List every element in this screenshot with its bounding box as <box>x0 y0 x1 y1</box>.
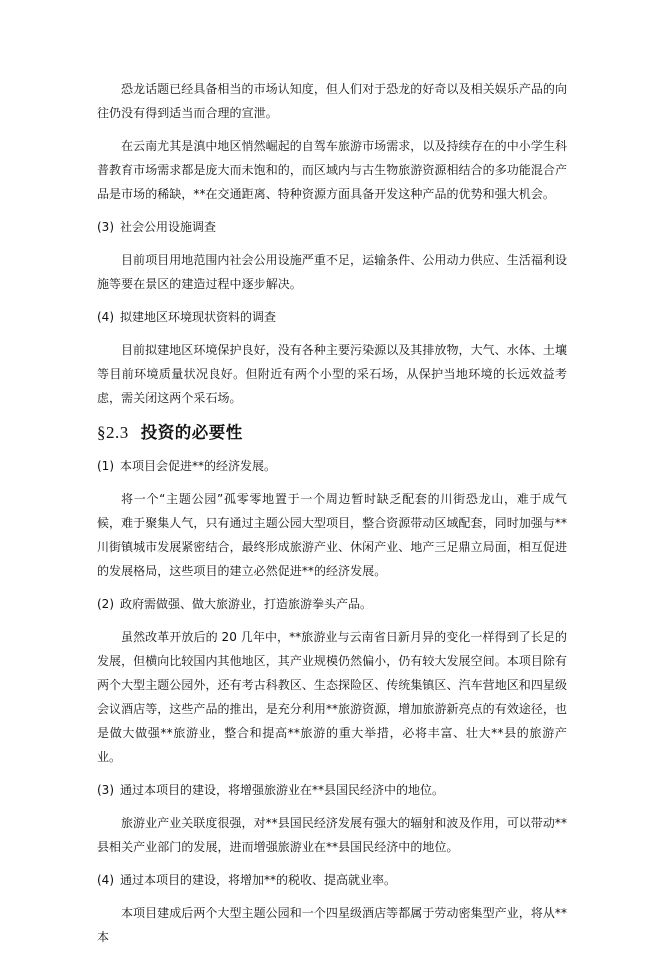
document-body <box>97 77 567 958</box>
list-item-number: (3) <box>97 220 114 234</box>
list-item <box>97 305 567 329</box>
list-item <box>97 592 567 616</box>
list-item-text: 通过本项目的建设，将增加**的税收、提高就业率。 <box>120 873 397 887</box>
list-item <box>97 778 567 802</box>
paragraph: 将一个“主题公园”孤零零地置于一个周边暂时缺乏配套的川街恐龙山，难于成气候，难于聚集人气，只有通过主题公园大型项目，整合资源带动区域配套，同时加强与**川街镇城市发展紧密结合，最终形成旅游产业、休闲产业、地产三足鼎立局面，相互促进的发展格局，这些项目的建立必然促进**的经济发展。 <box>97 492 568 578</box>
list-item-number: (3) <box>97 783 114 797</box>
paragraph: 恐龙话题已经具备相当的市场认知度，但人们对于恐龙的好奇以及相关娱乐产品的向往仍没有得到适当而合理的宣泄。 <box>97 82 567 120</box>
list-item-number: (4) <box>97 873 114 887</box>
list-item-text: 本项目会促进**的经济发展。 <box>120 459 277 473</box>
list-item <box>97 215 567 239</box>
list-item-text: 拟建地区环境现状资料的调查 <box>120 310 277 324</box>
list-item-text: 通过本项目的建设，将增强旅游业在**县国民经济中的地位。 <box>120 783 445 797</box>
list-item-number: (4) <box>97 310 114 324</box>
paragraph: 在云南尤其是滇中地区悄然崛起的自驾车旅游市场需求，以及持续存在的中小学生科普教育市场需求都是庞大而未饱和的，而区域内与古生物旅游资源相结合的多功能混合产品是市场的稀缺，**在交通距离、特种资源方面具备开发这种产品的优势和强大机会。 <box>97 139 567 201</box>
list-item-text: 社会公用设施调查 <box>120 220 217 234</box>
list-item <box>97 454 567 478</box>
section-heading <box>97 419 567 447</box>
section-number: §2.3 <box>97 423 129 442</box>
paragraph: 目前拟建地区环境保护良好，没有各种主要污染源以及其排放物，大气、水体、土壤等目前环境质量状况良好。但附近有两个小型的采石场，从保护当地环境的长远效益考虑，需关闭这两个采石场。 <box>97 343 567 405</box>
list-item-number: (1) <box>97 459 114 473</box>
paragraph: 本项目建成后两个大型主题公园和一个四星级酒店等都属于劳动密集型产业，将从**本 <box>97 906 567 944</box>
paragraph: 虽然改革开放后的 20 几年中，**旅游业与云南省日新月异的变化一样得到了长足的发展，但横向比较国内其他地区，其产业规模仍然偏小，仍有较大发展空间。本项目除有两个大型主题公园外，还有考古科教区、生态探险区、传统集镇区、汽车营地区和四星级会议酒店等，这些产品的推出，是充分利用**旅游资源，增加旅游新亮点的有效途径，也是做大做强**旅游业，整合和提高**旅游的重大举措，必将丰富、壮大**县的旅游产业。 <box>97 630 568 764</box>
paragraph: 旅游业产业关联度很强，对**县国民经济发展有强大的辐射和波及作用，可以带动**县相关产业部门的发展，进而增强旅游业在**县国民经济中的地位。 <box>97 816 567 854</box>
section-title: 投资的必要性 <box>140 423 243 442</box>
list-item <box>97 868 567 892</box>
paragraph: 目前项目用地范围内社会公用设施严重不足，运输条件、公用动力供应、生活福利设施等要在景区的建造过程中逐步解决。 <box>97 253 567 291</box>
list-item-number: (2) <box>97 597 114 611</box>
list-item-text: 政府需做强、做大旅游业，打造旅游拳头产品。 <box>120 597 373 611</box>
